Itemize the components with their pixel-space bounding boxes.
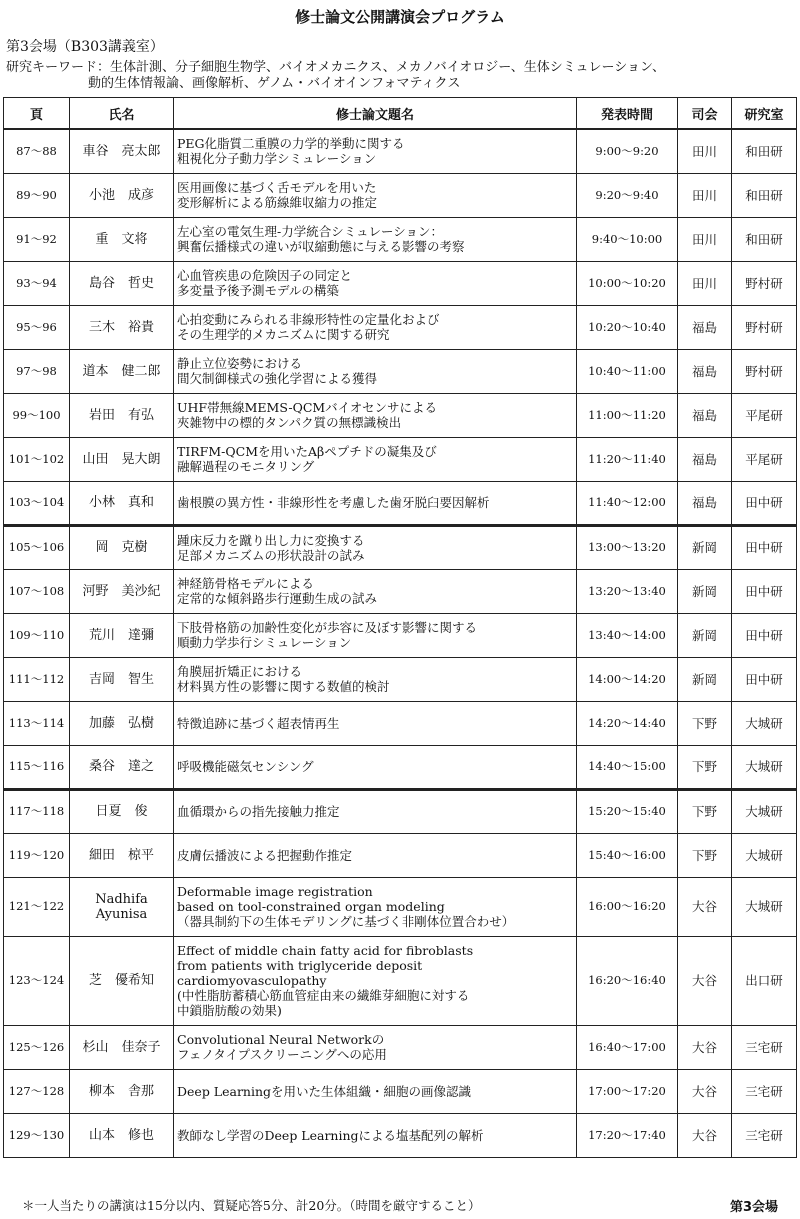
cell-lab: 大城研: [732, 701, 797, 745]
cell-time: 16:20～16:40: [577, 936, 678, 1025]
title-line: Effect of middle chain fatty acid for fibroblasts: [177, 943, 474, 958]
cell-lab: 平尾研: [732, 393, 797, 437]
cell-lab: 平尾研: [732, 437, 797, 481]
cell-chair: 田川: [678, 173, 732, 217]
table-row: [4, 481, 797, 525]
title-line: 夾雑物中の標的タンパク質の無標識検出: [177, 415, 402, 430]
cell-time: 13:00～13:20: [577, 525, 678, 569]
title-line: 変形解析による筋線維収縮力の推定: [177, 195, 378, 210]
cell-time: 11:00～11:20: [577, 393, 678, 437]
cell-title: [174, 393, 577, 437]
cell-chair: 新岡: [678, 657, 732, 701]
col-header-chair: 司会: [678, 98, 732, 130]
table-row: [4, 936, 797, 1025]
cell-name: 岩田 有弘: [70, 393, 174, 437]
cell-name: 重 文将: [70, 217, 174, 261]
cell-page: 113～114: [4, 701, 70, 745]
cell-page: 109～110: [4, 613, 70, 657]
cell-chair: 福島: [678, 437, 732, 481]
cell-chair: 大谷: [678, 1069, 732, 1113]
table-row: [4, 745, 797, 789]
cell-title: [174, 217, 577, 261]
title-line: (中性脂肪蓄積心筋血管症由来の繊維芽細胞に対する: [177, 988, 470, 1003]
cell-lab: 田中研: [732, 613, 797, 657]
program-table: [3, 97, 797, 1158]
cell-time: 15:20～15:40: [577, 789, 678, 833]
cell-page: 97～98: [4, 349, 70, 393]
cell-title: [174, 1025, 577, 1069]
cell-chair: 下野: [678, 701, 732, 745]
cell-lab: 三宅研: [732, 1025, 797, 1069]
cell-chair: 新岡: [678, 569, 732, 613]
title-line: 多変量予後予測モデルの構築: [177, 283, 339, 298]
cell-lab: 野村研: [732, 349, 797, 393]
title-line: TIRFM-QCMを用いたAβペプチドの凝集及び: [177, 444, 437, 459]
cell-lab: 大城研: [732, 745, 797, 789]
title-line: 材料異方性の影響に関する数値的検討: [177, 679, 390, 694]
cell-page: 115～116: [4, 745, 70, 789]
cell-page: 95～96: [4, 305, 70, 349]
cell-page: 125～126: [4, 1025, 70, 1069]
cell-chair: 大谷: [678, 1025, 732, 1069]
cell-time: 11:40～12:00: [577, 481, 678, 525]
title-line: 粗視化分子動力学シミュレーション: [177, 151, 377, 167]
title-line: フェノタイプスクリーニングへの応用: [177, 1047, 387, 1062]
title-line: その生理学的メカニズムに関する研究: [177, 327, 390, 342]
cell-name: 吉岡 智生: [70, 657, 174, 701]
cell-page: 93～94: [4, 261, 70, 305]
footer-note: ＊一人当たりの講演は15分以内、質疑応答5分、計20分。（時間を厳守すること）: [22, 1198, 481, 1213]
cell-page: 117～118: [4, 789, 70, 833]
title-line: 順動力学歩行シミュレーション: [177, 635, 352, 650]
table-row: [4, 1025, 797, 1069]
title-line: 融解過程のモニタリング: [177, 459, 315, 474]
cell-title: [174, 437, 577, 481]
cell-time: 10:00～10:20: [577, 261, 678, 305]
cell-page: 89～90: [4, 173, 70, 217]
col-header-name: 氏名: [70, 98, 174, 130]
table-row: [4, 789, 797, 833]
cell-title: [174, 129, 577, 173]
cell-lab: 大城研: [732, 877, 797, 936]
cell-lab: 田中研: [732, 569, 797, 613]
cell-time: 14:40～15:00: [577, 745, 678, 789]
cell-lab: 和田研: [732, 173, 797, 217]
cell-page: 87～88: [4, 129, 70, 173]
title-line: （器具制約下の生体モデリングに基づく非剛体位置合わせ）: [177, 914, 515, 929]
cell-title: [174, 701, 577, 745]
table-row: [4, 349, 797, 393]
title-line: based on tool-constrained organ modeling: [177, 899, 445, 914]
cell-chair: 下野: [678, 789, 732, 833]
cell-title: [174, 657, 577, 701]
title-line: 角膜屈折矯正における: [177, 664, 303, 679]
title-line: Convolutional Neural Networkの: [177, 1032, 385, 1047]
cell-lab: 田中研: [732, 657, 797, 701]
table-row: [4, 437, 797, 481]
title-line: 特徴追跡に基づく超表情再生: [177, 715, 340, 731]
cell-name: 道本 健二郎: [70, 349, 174, 393]
cell-name: 車谷 亮太郎: [70, 129, 174, 173]
cell-name: 島谷 哲史: [70, 261, 174, 305]
col-header-title: 修士論文題名: [174, 98, 577, 130]
cell-time: 14:20～14:40: [577, 701, 678, 745]
table-row: [4, 1069, 797, 1113]
cell-name: 三木 裕貴: [70, 305, 174, 349]
title-line: UHF帯無線MEMS-QCMバイオセンサによる: [177, 400, 437, 415]
cell-chair: 大谷: [678, 877, 732, 936]
table-row: [4, 305, 797, 349]
keywords-line-1: 研究キーワード：生体計測、分子細胞生物学、バイオメカニクス、メカノバイオロジー、生体シミュレーション、: [6, 60, 665, 75]
cell-page: 103～104: [4, 481, 70, 525]
cell-name: Nadhifa Ayunisa: [70, 877, 174, 936]
cell-lab: 田中研: [732, 525, 797, 569]
cell-chair: 福島: [678, 305, 732, 349]
title-line: 踵床反力を蹴り出し力に変換する: [177, 532, 365, 548]
title-line: 静止立位姿勢における: [177, 356, 303, 371]
title-line: 医用画像に基づく舌モデルを用いた: [177, 180, 377, 195]
cell-title: [174, 789, 577, 833]
cell-chair: 福島: [678, 393, 732, 437]
cell-lab: 三宅研: [732, 1113, 797, 1157]
cell-page: 101～102: [4, 437, 70, 481]
cell-lab: 大城研: [732, 833, 797, 877]
col-header-page: 頁: [4, 98, 70, 130]
title-line: 教師なし学習のDeep Learningによる塩基配列の解析: [177, 1127, 484, 1143]
table-row: [4, 173, 797, 217]
cell-lab: 三宅研: [732, 1069, 797, 1113]
col-header-lab: 研究室: [732, 98, 797, 130]
keywords: [6, 60, 665, 92]
cell-page: 99～100: [4, 393, 70, 437]
title-line: 興奮伝播様式の違いが収縮動態に与える影響の考察: [177, 239, 465, 254]
cell-title: [174, 569, 577, 613]
cell-chair: 田川: [678, 129, 732, 173]
cell-time: 17:00～17:20: [577, 1069, 678, 1113]
title-line: 呼吸機能磁気センシング: [177, 759, 314, 774]
cell-chair: 新岡: [678, 613, 732, 657]
cell-time: 17:20～17:40: [577, 1113, 678, 1157]
cell-time: 14:00～14:20: [577, 657, 678, 701]
cell-time: 16:40～17:00: [577, 1025, 678, 1069]
keywords-line-2: 動的生体情報論、画像解析、ゲノム・バイオインフォマティクス: [88, 76, 461, 91]
cell-chair: 新岡: [678, 525, 732, 569]
cell-page: 129～130: [4, 1113, 70, 1157]
cell-page: 127～128: [4, 1069, 70, 1113]
table-row: [4, 613, 797, 657]
cell-title: [174, 833, 577, 877]
cell-time: 16:00～16:20: [577, 877, 678, 936]
cell-name: 日夏 俊: [70, 789, 174, 833]
title-line: 間欠制御様式の強化学習による獲得: [177, 371, 378, 386]
cell-time: 9:00～9:20: [577, 129, 678, 173]
table-row: [4, 261, 797, 305]
table-row: [4, 393, 797, 437]
cell-chair: 田川: [678, 217, 732, 261]
cell-time: 13:40～14:00: [577, 613, 678, 657]
cell-lab: 大城研: [732, 789, 797, 833]
cell-chair: 福島: [678, 349, 732, 393]
cell-time: 13:20～13:40: [577, 569, 678, 613]
cell-name: 杉山 佳奈子: [70, 1025, 174, 1069]
cell-page: 123～124: [4, 936, 70, 1025]
title-line: 心拍変動にみられる非線形特性の定量化および: [177, 312, 440, 327]
cell-title: [174, 1069, 577, 1113]
venue-label: 第3会場（B303講義室）: [6, 39, 164, 55]
cell-title: [174, 1113, 577, 1157]
footer-venue-label: 第3会場: [729, 1200, 778, 1215]
title-line: Deformable image registration: [177, 884, 373, 899]
cell-title: [174, 305, 577, 349]
cell-name: 細田 椋平: [70, 833, 174, 877]
title-line: 皮膚伝播波による把握動作推定: [177, 847, 353, 863]
cell-lab: 田中研: [732, 481, 797, 525]
cell-title: [174, 877, 577, 936]
cell-name: 岡 克樹: [70, 525, 174, 569]
cell-lab: 野村研: [732, 305, 797, 349]
cell-page: 107～108: [4, 569, 70, 613]
cell-chair: 大谷: [678, 936, 732, 1025]
cell-lab: 野村研: [732, 261, 797, 305]
cell-name: 小池 成彦: [70, 173, 174, 217]
cell-title: [174, 525, 577, 569]
table-row: [4, 129, 797, 173]
title-line: PEG化脂質二重膜の力学的挙動に関する: [177, 136, 405, 152]
table-header-row: [4, 98, 797, 130]
table-body: [4, 129, 797, 1157]
table-row: [4, 217, 797, 261]
cell-time: 9:20～9:40: [577, 173, 678, 217]
cell-time: 11:20～11:40: [577, 437, 678, 481]
cell-name: 小林 真和: [70, 481, 174, 525]
title-line: from patients with triglyceride deposit: [177, 958, 423, 973]
cell-title: [174, 481, 577, 525]
table-row: [4, 833, 797, 877]
table-row: [4, 657, 797, 701]
cell-name: 加藤 弘樹: [70, 701, 174, 745]
title-line: 中鎖脂肪酸の効果): [177, 1003, 282, 1018]
cell-page: 121～122: [4, 877, 70, 936]
page-title: 修士論文公開講演会プログラム: [295, 8, 505, 26]
cell-chair: 下野: [678, 745, 732, 789]
title-line: Deep Learningを用いた生体組織・細胞の画像認識: [177, 1083, 472, 1099]
cell-chair: 福島: [678, 481, 732, 525]
cell-time: 9:40～10:00: [577, 217, 678, 261]
cell-name: 桑谷 達之: [70, 745, 174, 789]
title-line: 心血管疾患の危険因子の同定と: [177, 268, 353, 283]
cell-title: [174, 936, 577, 1025]
cell-chair: 下野: [678, 833, 732, 877]
col-header-time: 発表時間: [577, 98, 678, 130]
table-row: [4, 877, 797, 936]
cell-lab: 和田研: [732, 217, 797, 261]
cell-lab: 出口研: [732, 936, 797, 1025]
cell-title: [174, 349, 577, 393]
cell-title: [174, 261, 577, 305]
table-row: [4, 701, 797, 745]
title-line: 歯根膜の異方性・非線形性を考慮した歯牙脱臼要因解析: [177, 495, 490, 510]
cell-time: 10:20～10:40: [577, 305, 678, 349]
cell-page: 91～92: [4, 217, 70, 261]
table-row: [4, 525, 797, 569]
title-line: 定常的な傾斜路歩行運動生成の試み: [177, 591, 378, 606]
cell-chair: 大谷: [678, 1113, 732, 1157]
cell-lab: 和田研: [732, 129, 797, 173]
cell-title: [174, 613, 577, 657]
cell-title: [174, 745, 577, 789]
cell-page: 105～106: [4, 525, 70, 569]
cell-page: 111～112: [4, 657, 70, 701]
title-line: 左心室の電気生理-力学統合シミュレーション：: [177, 224, 443, 239]
table-row: [4, 569, 797, 613]
cell-time: 10:40～11:00: [577, 349, 678, 393]
title-line: cardiomyovasculopathy: [177, 973, 327, 988]
cell-page: 119～120: [4, 833, 70, 877]
cell-name: 荒川 達彌: [70, 613, 174, 657]
cell-name: 山田 晃大朗: [70, 437, 174, 481]
cell-name: 柳本 舎那: [70, 1069, 174, 1113]
cell-chair: 田川: [678, 261, 732, 305]
cell-time: 15:40～16:00: [577, 833, 678, 877]
title-line: 神経筋骨格モデルによる: [177, 576, 314, 591]
cell-name: 芝 優希知: [70, 936, 174, 1025]
title-line: 下肢骨格筋の加齢性変化が歩容に及ぼす影響に関する: [177, 620, 478, 635]
title-line: 血循環からの指先接触力推定: [177, 804, 340, 819]
cell-title: [174, 173, 577, 217]
cell-name: 河野 美沙紀: [70, 569, 174, 613]
title-line: 足部メカニズムの形状設計の試み: [177, 547, 365, 563]
table-row: [4, 1113, 797, 1157]
cell-name: 山本 修也: [70, 1113, 174, 1157]
